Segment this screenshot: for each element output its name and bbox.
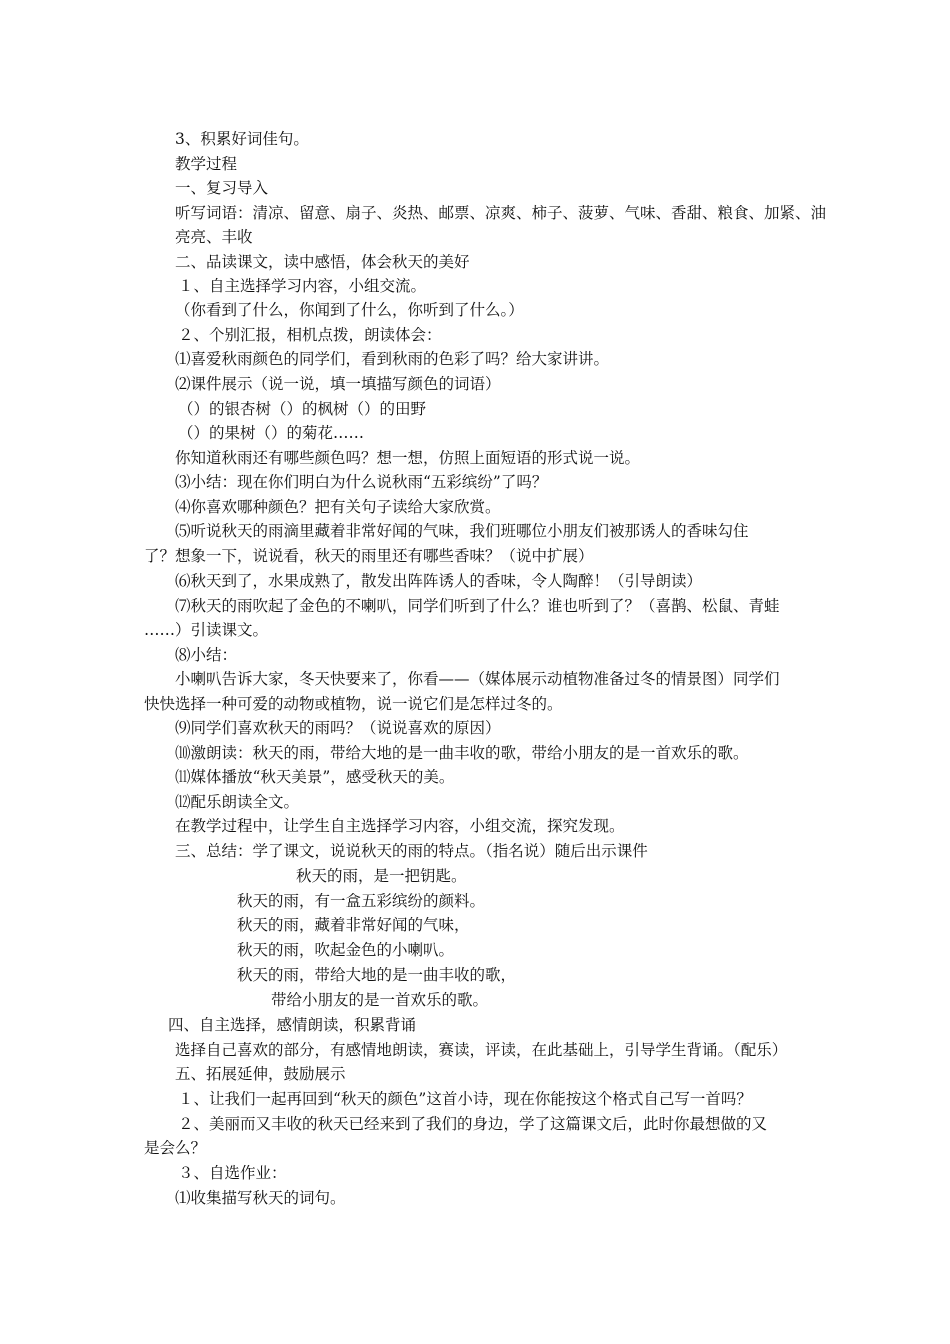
text-line-35: 秋天的雨，带给大地的是一曲丰收的歌，: [237, 966, 517, 984]
text-line-3: 一、复习导入: [175, 179, 269, 197]
text-line-41: ２、美丽而又丰收的秋天已经来到了我们的身边，学了这篇课文后，此时你最想做的又: [178, 1115, 768, 1133]
text-line-39: 五、拓展延伸，鼓励展示: [175, 1065, 346, 1083]
text-line-23: 小喇叭告诉大家，冬天快要来了，你看——（媒体展示动植物准备过冬的情景图）同学们: [175, 670, 780, 688]
text-line-11: ⑵课件展示（说一说，填一填描写颜色的词语）: [175, 375, 501, 393]
text-line-1: 3、积累好词佳句。: [175, 130, 309, 148]
text-line-9: ２、个别汇报，相机点拨，朗读体会：: [178, 326, 442, 344]
text-line-20: ⑺秋天的雨吹起了金色的不喇叭，同学们听到了什么？谁也听到了？（喜鹊、松鼠、青蛙: [175, 597, 780, 615]
text-line-22: ⑻小结：: [175, 646, 238, 664]
text-line-4: 听写词语：清凉、留意、扇子、炎热、邮票、凉爽、柿子、菠萝、气味、香甜、粮食、加紧、油: [175, 204, 827, 222]
text-line-2: 教学过程: [175, 155, 238, 173]
text-line-13: （）的果树（）的菊花……: [178, 424, 365, 442]
text-line-30: 三、总结：学了课文，说说秋天的雨的特点。（指名说）随后出示课件: [175, 842, 648, 860]
text-line-21: ……）引读课文。: [144, 621, 269, 639]
text-line-26: ⑽激朗读：秋天的雨，带给大地的是一曲丰收的歌，带给小朋友的是一首欢乐的歌。: [175, 744, 749, 762]
text-line-18: 了？想象一下，说说看，秋天的雨里还有哪些香味？（说中扩展）: [144, 547, 594, 565]
text-line-19: ⑹秋天到了，水果成熟了，散发出阵阵诱人的香味，令人陶醉！（引导朗读）: [175, 572, 703, 590]
text-line-37: 四、自主选择，感情朗读，积累背诵: [168, 1016, 417, 1034]
text-line-29: 在教学过程中，让学生自主选择学习内容，小组交流，探究发现。: [175, 817, 625, 835]
text-line-31: 秋天的雨，是一把钥匙。: [296, 867, 467, 885]
text-line-27: ⑾媒体播放“秋天美景”，感受秋天的美。: [175, 768, 455, 786]
text-line-17: ⑸听说秋天的雨滴里藏着非常好闻的气味，我们班哪位小朋友们被那诱人的香味勾住: [175, 522, 749, 540]
text-line-28: ⑿配乐朗读全文。: [175, 793, 300, 811]
text-line-33: 秋天的雨，藏着非常好闻的气味，: [237, 916, 470, 934]
text-line-43: ３、自选作业：: [178, 1164, 287, 1182]
text-line-44: ⑴收集描写秋天的词句。: [175, 1189, 346, 1207]
text-line-7: １、自主选择学习内容，小组交流。: [178, 277, 427, 295]
text-line-42: 是会么？: [144, 1139, 207, 1157]
text-line-32: 秋天的雨，有一盒五彩缤纷的颜料。: [237, 892, 486, 910]
text-line-8: （你看到了什么，你闻到了什么，你听到了什么。）: [175, 301, 524, 319]
text-line-6: 二、品读课文，读中感悟，体会秋天的美好: [175, 253, 470, 271]
text-line-25: ⑼同学们喜欢秋天的雨吗？（说说喜欢的原因）: [175, 719, 501, 737]
text-line-38: 选择自己喜欢的部分，有感情地朗读，赛读，评读，在此基础上，引导学生背诵。（配乐）: [175, 1041, 788, 1059]
text-line-12: （）的银杏树（）的枫树（）的田野: [178, 400, 427, 418]
text-line-14: 你知道秋雨还有哪些颜色吗？想一想，仿照上面短语的形式说一说。: [175, 449, 641, 467]
text-line-40: １、让我们一起再回到“秋天的颜色”这首小诗，现在你能按这个格式自己写一首吗？: [178, 1090, 752, 1108]
text-line-10: ⑴喜爱秋雨颜色的同学们，看到秋雨的色彩了吗？给大家讲讲。: [175, 350, 610, 368]
text-line-36: 带给小朋友的是一首欢乐的歌。: [271, 991, 489, 1009]
text-line-5: 亮亮、丰收: [175, 228, 253, 246]
text-line-16: ⑷你喜欢哪种颜色？把有关句子读给大家欣赏。: [175, 498, 501, 516]
text-line-34: 秋天的雨，吹起金色的小喇叭。: [237, 941, 455, 959]
text-line-24: 快快选择一种可爱的动物或植物，说一说它们是怎样过冬的。: [144, 695, 563, 713]
text-line-15: ⑶小结：现在你们明白为什么说秋雨“五彩缤纷”了吗？: [175, 473, 548, 491]
